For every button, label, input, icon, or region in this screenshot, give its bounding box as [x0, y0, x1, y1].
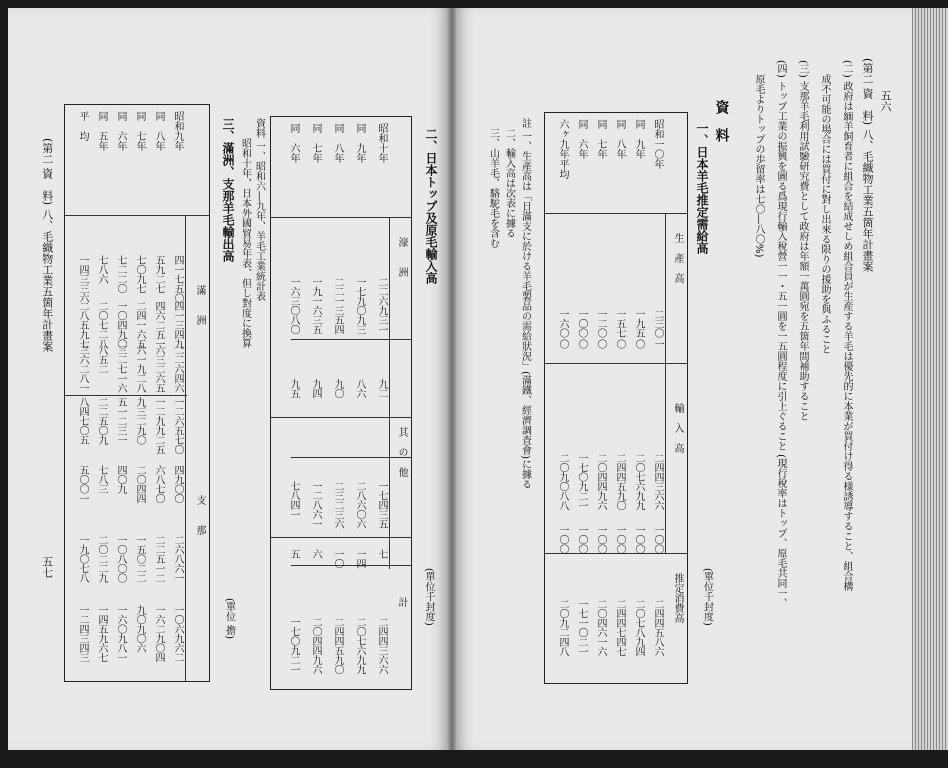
table2-cell-total: 二四四五九〇 — [332, 617, 343, 674]
table2-row-year: 同 六年 — [288, 123, 299, 163]
table1-cell-production: 二三〇 — [652, 309, 663, 338]
table3-cell-manchuria-china: 二〇七二八 — [96, 301, 107, 349]
policy-item: 成不可能の場合には買付に對し出來る限りの援助を與ふること — [819, 74, 830, 354]
table3-row-year: 同 八年 — [153, 111, 164, 151]
table2-row-year: 同 八年 — [332, 123, 343, 163]
table1-demand-header: 推定消費高 — [672, 573, 683, 623]
table3-cell-china-japan: 七八三 — [96, 465, 107, 494]
table1-cell-import: 二四四五九〇 — [614, 453, 625, 510]
table1-cell-demand: 二〇九二四八 — [557, 599, 568, 656]
table3-cell-china-usa: 一五〇二二 — [134, 535, 145, 583]
table3-cell-manchuria-china: 二八五九七 — [77, 301, 88, 349]
policy-items — [702, 60, 852, 700]
table3-cell-manchuria-japan: 七八六 — [96, 255, 107, 284]
table3-manchuria-header: 滿 洲 — [194, 285, 205, 325]
table3-box — [64, 104, 210, 682]
table3-cell-china-japan: 四九〇〇 — [172, 465, 183, 503]
table1-row-year: 昭和一〇年 — [652, 119, 663, 169]
table1-cell-demand: 二〇四六一六 — [595, 599, 606, 656]
table2-cell-australia-pct: 九〇 — [332, 379, 343, 398]
table1-cell-import-pct: 一〇〇 — [652, 525, 663, 554]
table3-row-year: 同 五年 — [96, 111, 107, 151]
left-page-number: 五七 — [40, 556, 54, 578]
table3-cell-china-total: 一四五九六七 — [96, 605, 107, 662]
table1-cell-import-pct: 一〇〇 — [614, 525, 625, 554]
table2-cell-australia: 一九一六三五 — [310, 277, 321, 334]
table3-cell-china-total: 九〇九〇六 — [134, 605, 145, 653]
table1-cell-import: 二〇九〇八八 — [557, 453, 568, 510]
table3-cell-china-total: 一二四三四三 — [77, 605, 88, 662]
table3-cell-manchuria-usa: 三二七一六 — [115, 345, 126, 393]
table2-aus-header: 濠 洲 — [396, 237, 407, 277]
table3-cell-china-japan: 四〇九 — [115, 465, 126, 494]
table3-cell-manchuria-total: 二二五〇九 — [96, 397, 107, 445]
table1-cell-production: 一九五 — [633, 309, 644, 338]
table1-production-header: 生 產 高 — [672, 233, 683, 283]
table3-cell-manchuria-total: 五一二三一 — [115, 397, 126, 445]
page-edges — [912, 8, 948, 750]
table2-cell-total: 一七〇九二一 — [288, 617, 299, 674]
left-running-head: (第二 資 料) 八、毛織物工業五箇年計畫案 — [40, 138, 54, 352]
table1-cell-production: 一二〇 — [595, 309, 606, 338]
table3-cell-china-total: 一〇六九六二 — [172, 605, 183, 662]
section-heading: 資 料 — [713, 100, 730, 142]
table3-cell-manchuria-china: 二四一六五 — [134, 301, 145, 349]
table1-cell-production: 一六〇 — [557, 309, 568, 338]
table3-row-year: 昭和九年 — [172, 111, 183, 151]
table1-cell-production-pct: 〇 — [557, 339, 568, 349]
table3-cell-manchuria-japan: 四一七五〇 — [172, 255, 183, 303]
policy-item: (三) 支那羊毛利用試驗研究費として政府は年額一萬圓宛を五箇年間補助すること — [797, 60, 808, 421]
table3-row-year: 平 均 — [77, 111, 88, 141]
note-1: 註 一、生產高は「日滿支に於ける羊毛製品の需給狀況」(滿鐵、經濟調査會)に據る — [519, 118, 531, 489]
table3-cell-manchuria-usa: 二二六四六 — [172, 345, 183, 393]
table3-cell-china-usa: 二〇二二九 — [96, 535, 107, 583]
table3-cell-manchuria-total: 八四七〇五 — [77, 397, 88, 445]
table1-row-year: 六ヶ九年平均 — [557, 119, 568, 179]
table1-cell-import-pct: 一〇〇 — [576, 525, 587, 554]
table2-cell-australia-pct: 九五 — [288, 379, 299, 398]
table3-cell-manchuria-china: 四一三四九 — [172, 301, 183, 349]
table2-unit: (單位千封度) — [423, 568, 434, 626]
table1-row-year: 同 九年 — [633, 119, 644, 159]
table2-cell-other-pct: 一〇 — [332, 549, 343, 568]
table3-cell-china-total: 一六〇九八一 — [115, 605, 126, 662]
note-3: 三、山羊毛、駱駝毛を含む — [487, 128, 499, 248]
table2-cell-other: 一二八六一 — [310, 481, 321, 529]
table1-box — [544, 112, 688, 684]
table3-cell-manchuria-usa: 八五二 — [96, 345, 107, 374]
table1-cell-production-pct: 〇 — [576, 339, 587, 349]
table3-cell-china-usa: 二二五一二 — [153, 535, 164, 583]
table3-unit: (單位 擔) — [223, 598, 235, 639]
table1-cell-import: 二〇四四九六 — [595, 453, 606, 510]
table2-cell-other: 二八六〇六 — [354, 481, 365, 529]
policy-item: (二) 政府は緬羊飼育者に組合を結成せしめ組合員が生産する羊毛は優先的に本業が買付け得る様誘導すること、組合構 — [841, 60, 852, 591]
table3-cell-manchuria-china: 四六二五一 — [153, 301, 164, 349]
table3-cell-china-usa: 二六八六一 — [172, 535, 183, 583]
table1-cell-import-pct: 一〇〇 — [595, 525, 606, 554]
table2-cell-other: 七八四一 — [288, 481, 299, 519]
table2-title: 二、日本トップ及原毛輸入高 — [424, 128, 438, 284]
table1-row-year: 同 八年 — [614, 119, 625, 159]
table1-cell-production-pct: 〇 — [614, 339, 625, 349]
table1-cell-import: 一七〇九二一 — [576, 453, 587, 510]
table1-cell-import-pct: 一〇〇 — [633, 525, 644, 554]
table2-source-2: 昭和十年、日本外國貿易年表、但し對度に換算 — [239, 138, 251, 348]
table1-cell-demand: 一七一〇二一 — [576, 599, 587, 656]
table3-cell-manchuria-japan: 五九二七 — [153, 255, 164, 293]
table1-cell-production-pct: 一 — [652, 339, 663, 349]
table1-cell-production: 一〇〇 — [576, 309, 587, 338]
table3-cell-china-japan: 五〇〇一 — [77, 465, 88, 503]
table1-row-year: 同 七年 — [595, 119, 606, 159]
table1-cell-import: 二四四三六六 — [652, 453, 663, 510]
table1-import-header: 輸 入 高 — [672, 403, 683, 453]
table2-cell-total: 二四四三六六 — [376, 617, 387, 674]
table2-cell-australia-pct: 八六 — [354, 379, 365, 398]
table2-cell-australia-pct: 九二 — [376, 379, 387, 398]
table2-cell-other: 二三二三六 — [332, 481, 343, 529]
table2-cell-other-pct: 七 — [376, 549, 387, 559]
table3-cell-china-total: 一六二九〇四 — [153, 605, 164, 662]
table2-source-1: 資料 一、昭和六―九年、羊毛工業統計表 — [253, 118, 265, 302]
table1-cell-production: 一五七 — [614, 309, 625, 338]
table1-row-year: 同 六年 — [576, 119, 587, 159]
table3-cell-china-japan: 二〇四四 — [134, 465, 145, 503]
note-2: 二、輸入高は次表に據る — [503, 128, 515, 238]
table1-cell-demand: 二四四七四七 — [614, 599, 625, 656]
table2-row-year: 同 九年 — [354, 123, 365, 163]
table2-cell-total: 二〇四四九六 — [310, 617, 321, 674]
table2-row-year: 昭和十年 — [376, 123, 387, 163]
table3-title: 三、滿洲、支那羊毛輸出高 — [221, 118, 235, 262]
table3-row-year: 同 六年 — [115, 111, 126, 151]
table3-cell-china-usa: 一〇八〇〇 — [115, 535, 126, 583]
right-page — [456, 8, 914, 750]
table2-cell-australia: 一六三〇八〇 — [288, 277, 299, 334]
table3-cell-manchuria-total: 九三二九〇 — [134, 397, 145, 445]
table2-cell-australia: 一七九〇九三 — [354, 277, 365, 334]
table2-cell-australia: 二二六九三一 — [376, 277, 387, 334]
table3-cell-manchuria-usa: 六一九二八 — [134, 345, 145, 393]
table1-cell-production-pct: 〇 — [595, 339, 606, 349]
table2-total-header: 計 — [396, 597, 407, 607]
table1-unit: (單位千封度) — [701, 568, 713, 626]
table2-cell-other: 一七四三五 — [376, 481, 387, 529]
table2-cell-other-pct: 五 — [288, 549, 299, 559]
table2-cell-other-pct: 一四 — [354, 549, 365, 568]
right-page-number: 五六 — [879, 90, 892, 112]
table3-cell-manchuria-china: 一〇四九〇 — [115, 301, 126, 349]
table1-title: 一、日本羊毛推定需給高 — [695, 122, 709, 254]
table2-other-header: 其 の 他 — [396, 427, 407, 477]
table2-cell-total: 二〇七六九九 — [354, 617, 365, 674]
table3-cell-manchuria-total: 一二九九二五 — [153, 397, 164, 454]
table3-cell-manchuria-japan: 一四三三六 — [77, 255, 88, 303]
policy-item: 原毛よりトップの歩留率は七〇―八〇%) — [753, 74, 764, 258]
table2-cell-other-pct: 六 — [310, 549, 321, 559]
table3-cell-manchuria-usa: 六三二六五 — [153, 345, 164, 393]
table3-china-header: 支 那 — [194, 495, 205, 535]
table3-cell-manchuria-total: 一二六五七〇 — [172, 397, 183, 454]
table3-cell-manchuria-usa: 三六二八一 — [77, 345, 88, 393]
table1-cell-import-pct: 一〇〇 — [557, 525, 568, 554]
table1-cell-production-pct: 〇 — [633, 339, 644, 349]
left-page — [8, 8, 448, 750]
table3-cell-china-japan: 六八七〇 — [153, 465, 164, 503]
table3-row-year: 同 七年 — [134, 111, 145, 151]
table3-cell-china-usa: 一九〇七八 — [77, 535, 88, 583]
table3-cell-manchuria-japan: 七〇九七 — [134, 255, 145, 293]
right-running-head: (第二 資 料) 八、毛織物工業五箇年計畫案 — [861, 58, 874, 272]
policy-item: (四) トップ工業の振興を圖る爲現行輸入稅營一一・五一圓を一五圓程度に引上ぐること (現行稅率はトップ、原毛共同一、 — [775, 60, 786, 609]
table2-cell-australia-pct: 九四 — [310, 379, 321, 398]
table2-row-year: 同 七年 — [310, 123, 321, 163]
table1-cell-demand: 二〇七八九四 — [633, 599, 644, 656]
table2-box — [270, 116, 412, 690]
table1-cell-import: 二〇七六九九 — [633, 453, 644, 510]
table1-cell-demand: 二四四五八六 — [652, 599, 663, 656]
table2-cell-australia: 二二一三五四 — [332, 277, 343, 334]
table3-cell-manchuria-japan: 七二二〇 — [115, 255, 126, 293]
